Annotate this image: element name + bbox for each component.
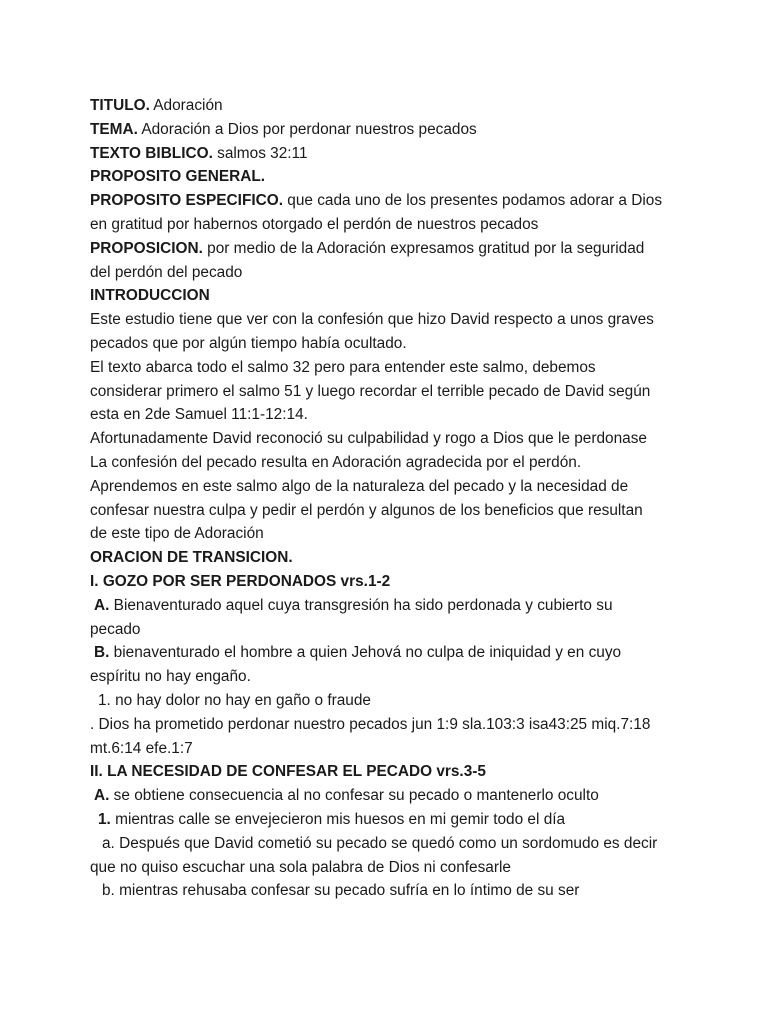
titulo-label: TITULO. bbox=[90, 97, 150, 114]
point-a-text: se obtiene consecuencia al no confesar su pecado o mantenerlo oculto bbox=[109, 787, 599, 805]
proposicion-label: PROPOSICION. bbox=[90, 239, 203, 257]
sermon-outline-page bbox=[90, 94, 690, 903]
proposito-especifico-continuation: en gratitud por habernos otorgado el perdón de nuestros pecados bbox=[90, 215, 539, 233]
section-2-heading: II. LA NECESIDAD DE CONFESAR EL PECADO vrs.3-5 bbox=[90, 763, 486, 781]
proposito-especifico-label: PROPOSITO ESPECIFICO. bbox=[90, 192, 283, 210]
proposicion-line bbox=[90, 237, 690, 261]
introduccion-paragraph-line: El texto abarca todo el salmo 32 pero para entender este salmo, debemos bbox=[90, 358, 596, 376]
texto-biblico-label: TEXTO BIBLICO. bbox=[90, 144, 213, 162]
section-1-item-1: 1. no hay dolor no hay en gaño o fraude bbox=[98, 691, 371, 709]
introduccion-heading: INTRODUCCION bbox=[90, 287, 210, 305]
point-a-text: Bienaventurado aquel cuya transgresión ha sido perdonada y cubierto su bbox=[109, 596, 613, 614]
oracion-transicion-heading: ORACION DE TRANSICION. bbox=[90, 549, 293, 567]
section-2-point-a bbox=[90, 784, 690, 808]
introduccion-paragraph-line: Afortunadamente David reconoció su culpabilidad y rogo a Dios que le perdonase bbox=[90, 430, 647, 448]
section-1-point-a-continuation: pecado bbox=[90, 620, 141, 638]
introduccion-paragraph-line: esta en 2de Samuel 11:1-12:14. bbox=[90, 406, 308, 424]
proposito-general-heading: PROPOSITO GENERAL. bbox=[90, 168, 266, 186]
section-2-sub-b: b. mientras rehusaba confesar su pecado sufría en lo íntimo de su ser bbox=[102, 882, 580, 900]
point-a-label: A. bbox=[94, 596, 110, 614]
proposicion-continuation: del perdón del pecado bbox=[90, 263, 243, 281]
introduccion-paragraph-line: Este estudio tiene que ver con la confesión que hizo David respecto a unos graves bbox=[90, 311, 654, 329]
point-a-label: A. bbox=[94, 787, 110, 805]
introduccion-paragraph-line: La confesión del pecado resulta en Adoración agradecida por el perdón. bbox=[90, 453, 582, 471]
tema-label: TEMA. bbox=[90, 120, 138, 138]
section-2-sub-a: a. Después que David cometió su pecado se quedó como un sordomudo es decir bbox=[102, 834, 658, 852]
tema-line bbox=[90, 118, 690, 142]
introduccion-paragraph-line: Aprendemos en este salmo algo de la naturaleza del pecado y la necesidad de bbox=[90, 477, 629, 495]
section-1-point-b bbox=[90, 641, 690, 665]
section-1-point-b-continuation: espíritu no hay engaño. bbox=[90, 668, 251, 686]
section-1-heading: I. GOZO POR SER PERDONADOS vrs.1-2 bbox=[90, 572, 391, 590]
texto-biblico-text: salmos 32:11 bbox=[212, 144, 308, 162]
point-b-text: bienaventurado el hombre a quien Jehová no culpa de iniquidad y en cuyo bbox=[109, 644, 622, 662]
titulo-text: Adoración bbox=[149, 97, 223, 114]
titulo-line bbox=[90, 94, 690, 118]
texto-biblico-line bbox=[90, 142, 690, 166]
proposito-especifico-line bbox=[90, 189, 690, 213]
section-1-note: . Dios ha prometido perdonar nuestro pecados jun 1:9 sla.103:3 isa43:25 miq.7:18 bbox=[90, 715, 651, 733]
section-1-note-continuation: mt.6:14 efe.1:7 bbox=[90, 739, 193, 757]
introduccion-paragraph-line: considerar primero el salmo 51 y luego recordar el terrible pecado de David según bbox=[90, 382, 651, 400]
section-2-item-1 bbox=[90, 808, 690, 832]
proposito-especifico-text: que cada uno de los presentes podamos adorar a Dios bbox=[283, 192, 663, 210]
section-2-sub-a-continuation: que no quiso escuchar una sola palabra de Dios ni confesarle bbox=[90, 858, 511, 876]
item-1-text: mientras calle se envejecieron mis huesos en mi gemir todo el día bbox=[110, 810, 566, 828]
section-1-point-a bbox=[90, 594, 690, 618]
introduccion-paragraph-line: pecados que por algún tiempo había ocultado. bbox=[90, 334, 407, 352]
tema-text: Adoración a Dios por perdonar nuestros pecados bbox=[137, 120, 477, 138]
introduccion-paragraph-line: de este tipo de Adoración bbox=[90, 525, 264, 543]
point-b-label: B. bbox=[94, 644, 110, 662]
introduccion-paragraph-line: confesar nuestra culpa y pedir el perdón y algunos de los beneficios que resultan bbox=[90, 501, 643, 519]
item-1-label: 1. bbox=[98, 810, 111, 828]
proposicion-text: por medio de la Adoración expresamos gratitud por la seguridad bbox=[202, 239, 645, 257]
